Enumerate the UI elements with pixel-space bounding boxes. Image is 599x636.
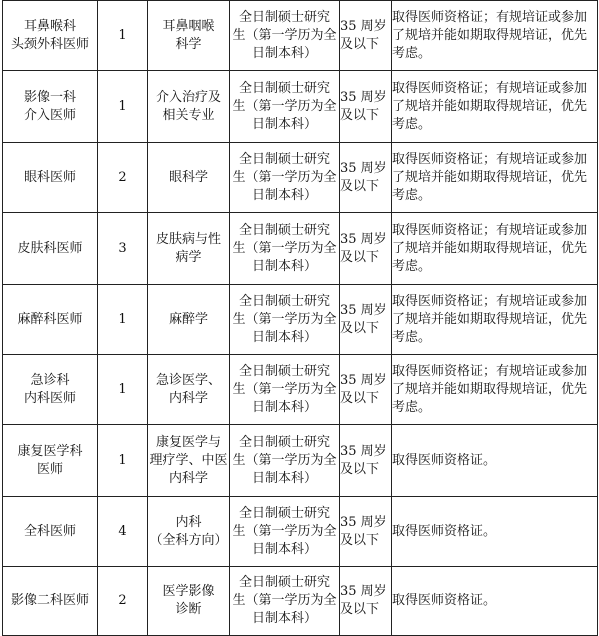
requirement-cell: 取得医师资格证。 (392, 425, 598, 497)
count-cell: 1 (98, 425, 148, 497)
education-cell: 全日制硕士研究 生（第一学历为全 日制本科） (230, 1, 340, 71)
major-cell: 介入治疗及 相关专业 (148, 71, 230, 143)
major-cell: 眼科学 (148, 143, 230, 213)
major-cell: 耳鼻咽喉 科学 (148, 1, 230, 71)
count-cell: 2 (98, 567, 148, 636)
count-cell: 1 (98, 285, 148, 355)
education-cell: 全日制硕士研究 生（第一学历为全 日制本科） (230, 355, 340, 425)
position-cell: 急诊科 内科医师 (3, 355, 98, 425)
age-cell: 35 周岁 及以下 (340, 425, 392, 497)
count-cell: 4 (98, 497, 148, 567)
table-row (3, 285, 598, 355)
count-cell: 2 (98, 143, 148, 213)
table-row (3, 71, 598, 143)
education-cell: 全日制硕士研究 生（第一学历为全 日制本科） (230, 425, 340, 497)
major-cell: 急诊医学、 内科学 (148, 355, 230, 425)
count-cell: 1 (98, 71, 148, 143)
table-row (3, 213, 598, 285)
table-row (3, 425, 598, 497)
age-cell: 35 周岁 及以下 (340, 1, 392, 71)
count-cell: 1 (98, 355, 148, 425)
position-cell: 麻醉科医师 (3, 285, 98, 355)
count-cell: 1 (98, 1, 148, 71)
requirement-cell: 取得医师资格证；有规培证或参加了规培并能如期取得规培证，优先考虑。 (392, 355, 598, 425)
requirement-cell: 取得医师资格证；有规培证或参加了规培并能如期取得规培证，优先考虑。 (392, 1, 598, 71)
position-cell: 皮肤科医师 (3, 213, 98, 285)
age-cell: 35 周岁 及以下 (340, 355, 392, 425)
age-cell: 35 周岁 及以下 (340, 497, 392, 567)
table-body (3, 1, 598, 636)
count-cell: 3 (98, 213, 148, 285)
major-cell: 医学影像 诊断 (148, 567, 230, 636)
major-cell: 内科 （全科方向） (148, 497, 230, 567)
age-cell: 35 周岁 及以下 (340, 143, 392, 213)
table-row (3, 497, 598, 567)
recruitment-table (2, 0, 598, 636)
education-cell: 全日制硕士研究 生（第一学历为全 日制本科） (230, 213, 340, 285)
table-row (3, 355, 598, 425)
education-cell: 全日制硕士研究 生（第一学历为全 日制本科） (230, 71, 340, 143)
table-row (3, 567, 598, 636)
requirement-cell: 取得医师资格证；有规培证或参加了规培并能如期取得规培证，优先考虑。 (392, 143, 598, 213)
position-cell: 影像一科 介入医师 (3, 71, 98, 143)
education-cell: 全日制硕士研究 生（第一学历为全 日制本科） (230, 497, 340, 567)
table-row (3, 1, 598, 71)
requirement-cell: 取得医师资格证；有规培证或参加了规培并能如期取得规培证，优先考虑。 (392, 213, 598, 285)
education-cell: 全日制硕士研究 生（第一学历为全 日制本科） (230, 143, 340, 213)
position-cell: 耳鼻喉科 头颈外科医师 (3, 1, 98, 71)
education-cell: 全日制硕士研究 生（第一学历为全 日制本科） (230, 567, 340, 636)
major-cell: 麻醉学 (148, 285, 230, 355)
table-row (3, 143, 598, 213)
major-cell: 皮肤病与性 病学 (148, 213, 230, 285)
major-cell: 康复医学与 理疗学、中医 内科学 (148, 425, 230, 497)
age-cell: 35 周岁 及以下 (340, 285, 392, 355)
position-cell: 影像二科医师 (3, 567, 98, 636)
age-cell: 35 周岁 及以下 (340, 567, 392, 636)
age-cell: 35 周岁 及以下 (340, 213, 392, 285)
requirement-cell: 取得医师资格证。 (392, 497, 598, 567)
requirement-cell: 取得医师资格证；有规培证或参加了规培并能如期取得规培证，优先考虑。 (392, 285, 598, 355)
requirement-cell: 取得医师资格证；有规培证或参加了规培并能如期取得规培证，优先考虑。 (392, 71, 598, 143)
position-cell: 全科医师 (3, 497, 98, 567)
requirement-cell: 取得医师资格证。 (392, 567, 598, 636)
age-cell: 35 周岁 及以下 (340, 71, 392, 143)
education-cell: 全日制硕士研究 生（第一学历为全 日制本科） (230, 285, 340, 355)
position-cell: 眼科医师 (3, 143, 98, 213)
position-cell: 康复医学科 医师 (3, 425, 98, 497)
